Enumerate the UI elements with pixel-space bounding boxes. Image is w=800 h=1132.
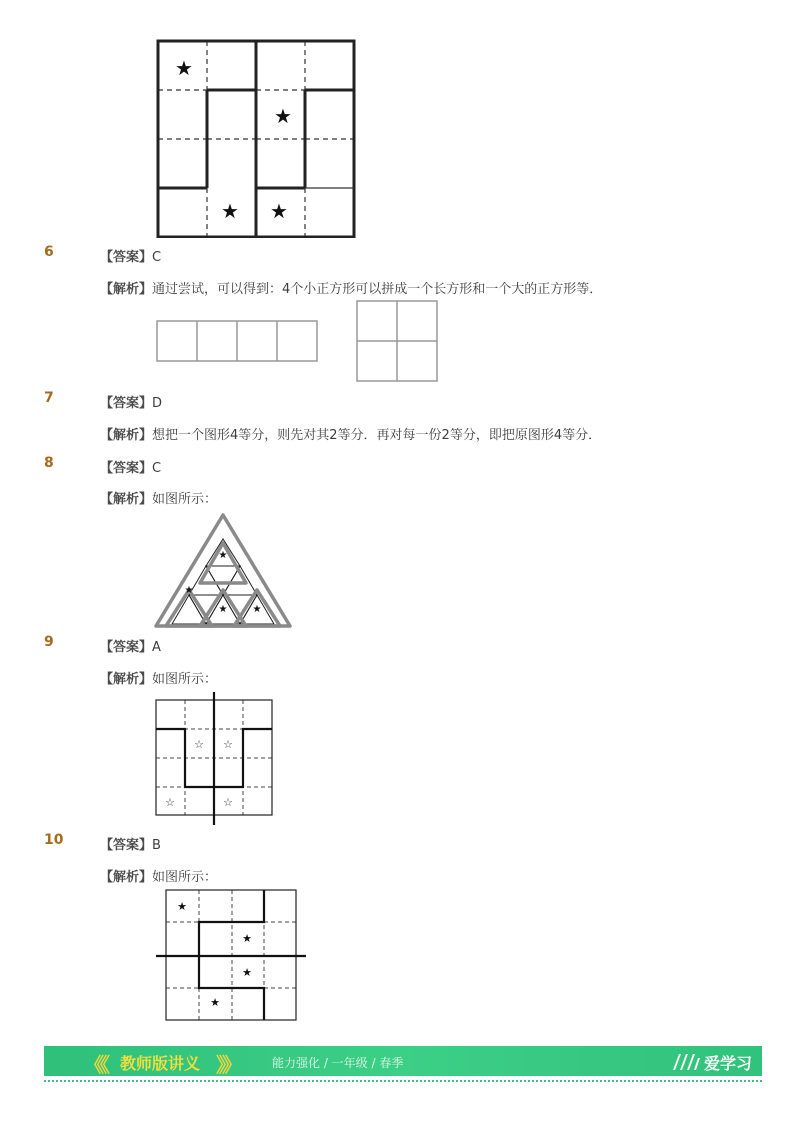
answer-line <box>100 246 161 265</box>
answer-value: A <box>152 640 161 655</box>
answer-line <box>100 834 161 853</box>
star-icon: ★ <box>175 56 193 80</box>
star-icon: ★ <box>177 900 187 913</box>
answer-label: 【答案】 <box>100 396 153 411</box>
brand-logo <box>671 1051 752 1074</box>
figure-prev-grid <box>150 34 362 238</box>
star-icon: ★ <box>242 966 252 979</box>
analysis-label: 【解析】 <box>100 428 153 443</box>
brand-icon <box>671 1052 701 1072</box>
answer-line <box>100 392 162 411</box>
brand-text: 爱学习 <box>703 1054 752 1073</box>
star-outline-icon: ☆ <box>223 738 233 751</box>
answer-label: 【答案】 <box>100 250 153 265</box>
question-number: 7 <box>44 390 54 406</box>
analysis-line <box>100 668 217 687</box>
answer-value: B <box>152 838 161 853</box>
analysis-text: 如图所示： <box>152 672 218 687</box>
answer-value: D <box>152 396 163 411</box>
analysis-text: 如图所示： <box>152 870 218 885</box>
answer-label: 【答案】 <box>100 461 153 476</box>
star-outline-icon: ☆ <box>165 796 175 809</box>
analysis-line <box>100 866 217 885</box>
chevron-right-icon: 》》 <box>216 1053 238 1077</box>
question-number: 8 <box>44 455 54 471</box>
star-icon: ★ <box>218 604 228 615</box>
chevron-left-icon: 《《 <box>84 1053 106 1077</box>
analysis-line <box>100 488 217 507</box>
star-outline-icon: ☆ <box>223 796 233 809</box>
analysis-text: 想把一个图形4等分，则先对其2等分．再对每一份2等分，即把原图形4等分． <box>152 428 602 443</box>
star-icon: ★ <box>210 996 220 1009</box>
analysis-text: 通过尝试，可以得到：4个小正方形可以拼成一个长方形和一个大的正方形等． <box>152 282 603 297</box>
star-icon: ★ <box>184 585 194 596</box>
analysis-line <box>100 278 602 297</box>
figure-q10-grid <box>152 884 310 1024</box>
star-icon: ★ <box>218 550 228 561</box>
question-number: 10 <box>44 832 64 848</box>
analysis-text: 如图所示： <box>152 492 218 507</box>
question-number: 6 <box>44 244 54 260</box>
answer-label: 【答案】 <box>100 640 153 655</box>
question-number: 9 <box>44 634 54 650</box>
figure-q8-triangle <box>152 510 294 632</box>
footer-divider <box>44 1080 762 1082</box>
star-icon: ★ <box>274 104 292 128</box>
analysis-label: 【解析】 <box>100 672 153 687</box>
footer-title: 教师版讲义 <box>120 1054 201 1073</box>
star-icon: ★ <box>242 932 252 945</box>
footer-banner <box>44 1046 762 1076</box>
figure-q6-rectangle <box>155 319 321 363</box>
answer-value: C <box>152 250 162 265</box>
star-outline-icon: ☆ <box>194 738 204 751</box>
star-icon: ★ <box>221 199 239 223</box>
answer-line <box>100 636 161 655</box>
answer-value: C <box>152 461 162 476</box>
analysis-label: 【解析】 <box>100 492 153 507</box>
footer-subtitle: 能力强化 / 一年级 / 春季 <box>272 1056 404 1070</box>
analysis-line <box>100 424 601 443</box>
answer-line <box>100 457 161 476</box>
figure-q9-grid <box>150 690 276 828</box>
answer-label: 【答案】 <box>100 838 153 853</box>
star-icon: ★ <box>252 604 262 615</box>
analysis-label: 【解析】 <box>100 870 153 885</box>
star-icon: ★ <box>270 199 288 223</box>
analysis-label: 【解析】 <box>100 282 153 297</box>
figure-q6-square <box>355 299 441 385</box>
